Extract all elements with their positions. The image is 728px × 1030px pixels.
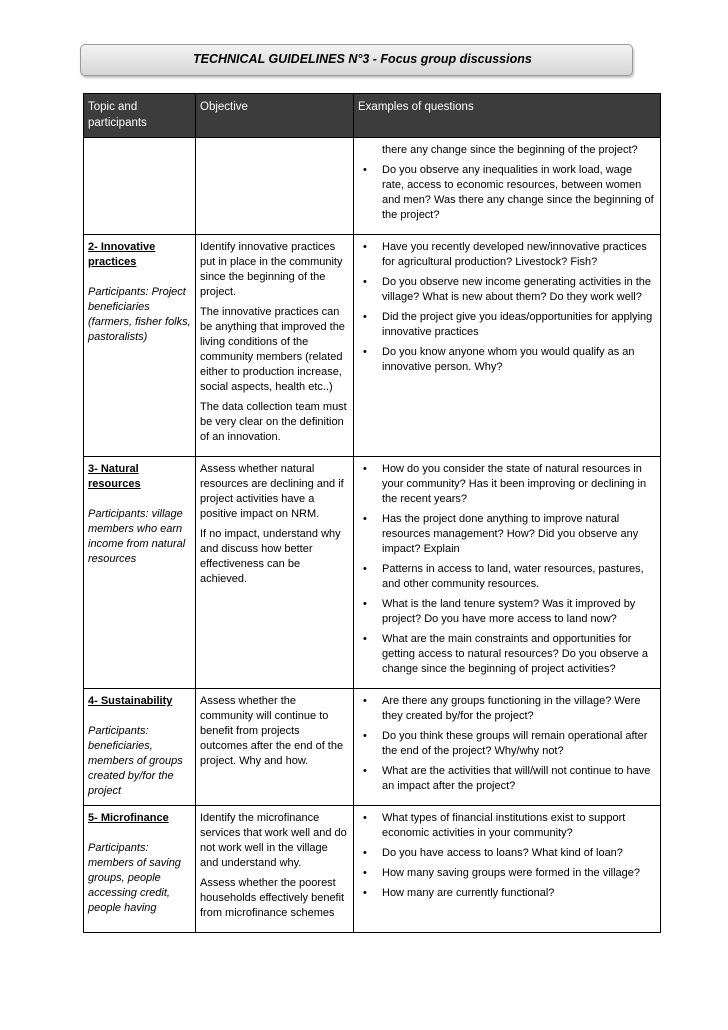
question-item: • Are there any groups functioning in the village? Were they created by/for the project? bbox=[358, 694, 656, 724]
questions-list bbox=[358, 462, 656, 677]
topic-cell bbox=[84, 806, 196, 933]
question-item: • What are the main constraints and opportunities for getting access to natural resources? Do you observe a change since the beginning of project activities? bbox=[358, 632, 656, 677]
objective-text: If no impact, understand why and discuss how better effectiveness can be achieved. bbox=[200, 528, 341, 585]
table-row-microfinance bbox=[84, 806, 661, 933]
topic-title: 3- Natural resources bbox=[88, 463, 141, 490]
objective-text: Assess whether the poorest households effectively benefit from microfinance schemes bbox=[200, 877, 345, 919]
question-item: • How do you consider the state of natural resources in your community? Has it been improving or declining in the recent years? bbox=[358, 462, 656, 507]
question-item: there any change since the beginning of the project? bbox=[382, 144, 638, 156]
topic-cell bbox=[84, 689, 196, 806]
topic-title: 5- Microfinance bbox=[88, 812, 169, 824]
question-item: • What is the land tenure system? Was it improved by project? Do you have more access to land now? bbox=[358, 597, 656, 627]
objective-text: Identify innovative practices put in place in the community since the beginning of the project. bbox=[200, 241, 343, 298]
question-item: • Do you think these groups will remain operational after the end of the project? Why/why not? bbox=[358, 729, 656, 759]
document-title: TECHNICAL GUIDELINES N°3 - Focus group discussions bbox=[193, 52, 532, 66]
table-row-sustainability bbox=[84, 689, 661, 806]
questions-list bbox=[358, 143, 656, 223]
question-item: • How many saving groups were formed in the village? bbox=[358, 866, 656, 881]
questions-cell bbox=[354, 138, 661, 235]
questions-cell bbox=[354, 806, 661, 933]
objective-text: Assess whether natural resources are declining and if project activities have a positive impact on NRM. bbox=[200, 463, 344, 520]
topic-cell bbox=[84, 457, 196, 689]
topic-cell bbox=[84, 235, 196, 457]
topic-cell bbox=[84, 138, 196, 235]
objective-cell bbox=[196, 138, 354, 235]
questions-cell bbox=[354, 235, 661, 457]
question-item: • Patterns in access to land, water resources, pastures, and other community resources. bbox=[358, 562, 656, 592]
question-item: • Have you recently developed new/innovative practices for agricultural production? Livestock? Fish? bbox=[358, 240, 656, 270]
objective-text: Assess whether the community will continue to benefit from projects outcomes after the end of the project. Why and how. bbox=[200, 695, 344, 767]
column-header-objective: Objective bbox=[196, 94, 354, 138]
question-item: • Has the project done anything to improve natural resources management? How? Did you observe any impact? Explain bbox=[358, 512, 656, 557]
table-row-natural-resources bbox=[84, 457, 661, 689]
question-item: • What are the activities that will/will not continue to have an impact after the project? bbox=[358, 764, 656, 794]
topic-participants: Participants: Project beneficiaries (farmers, fisher folks, pastoralists) bbox=[88, 286, 191, 343]
objective-cell bbox=[196, 457, 354, 689]
question-item: • Do you have access to loans? What kind of loan? bbox=[358, 846, 656, 861]
column-header-questions: Examples of questions bbox=[354, 94, 661, 138]
topic-participants: Participants: village members who earn income from natural resources bbox=[88, 508, 186, 565]
table-row-continued bbox=[84, 138, 661, 235]
guidelines-table bbox=[83, 93, 661, 933]
question-item: • Do you know anyone whom you would qualify as an innovative person. Why? bbox=[358, 345, 656, 375]
objective-text: Identify the microfinance services that work well and do not work well in the village and understand why. bbox=[200, 812, 347, 869]
question-item: • Do you observe new income generating activities in the village? What is new about them? Do they work well? bbox=[358, 275, 656, 305]
question-item: • Do you observe any inequalities in work load, wage rate, access to economic resources, between women and men? Was there any change since the beginning of the project? bbox=[358, 163, 656, 223]
table-header-row bbox=[84, 94, 661, 138]
question-item: • What types of financial institutions exist to support economic activities in your community? bbox=[358, 811, 656, 841]
objective-text: The data collection team must be very clear on the definition of an innovation. bbox=[200, 401, 347, 443]
topic-participants: Participants: beneficiaries, members of groups created by/for the project bbox=[88, 725, 183, 797]
questions-list bbox=[358, 694, 656, 794]
objective-cell bbox=[196, 689, 354, 806]
questions-cell bbox=[354, 689, 661, 806]
column-header-topic: Topic and participants bbox=[84, 94, 196, 138]
question-item: • Did the project give you ideas/opportunities for applying innovative practices bbox=[358, 310, 656, 340]
objective-cell bbox=[196, 235, 354, 457]
questions-cell bbox=[354, 457, 661, 689]
topic-title: 4- Sustainability bbox=[88, 695, 173, 707]
table-row-innovative-practices bbox=[84, 235, 661, 457]
topic-participants: Participants: members of saving groups, people accessing credit, people having bbox=[88, 842, 181, 914]
document-title-banner bbox=[80, 44, 633, 76]
objective-cell bbox=[196, 806, 354, 933]
objective-text: The innovative practices can be anything that improved the living conditions of the community members (related either to production increase, social aspects, health etc..) bbox=[200, 306, 345, 393]
questions-list bbox=[358, 240, 656, 375]
question-item: • How many are currently functional? bbox=[358, 886, 656, 901]
questions-list bbox=[358, 811, 656, 901]
topic-title: 2- Innovative practices bbox=[88, 241, 156, 268]
